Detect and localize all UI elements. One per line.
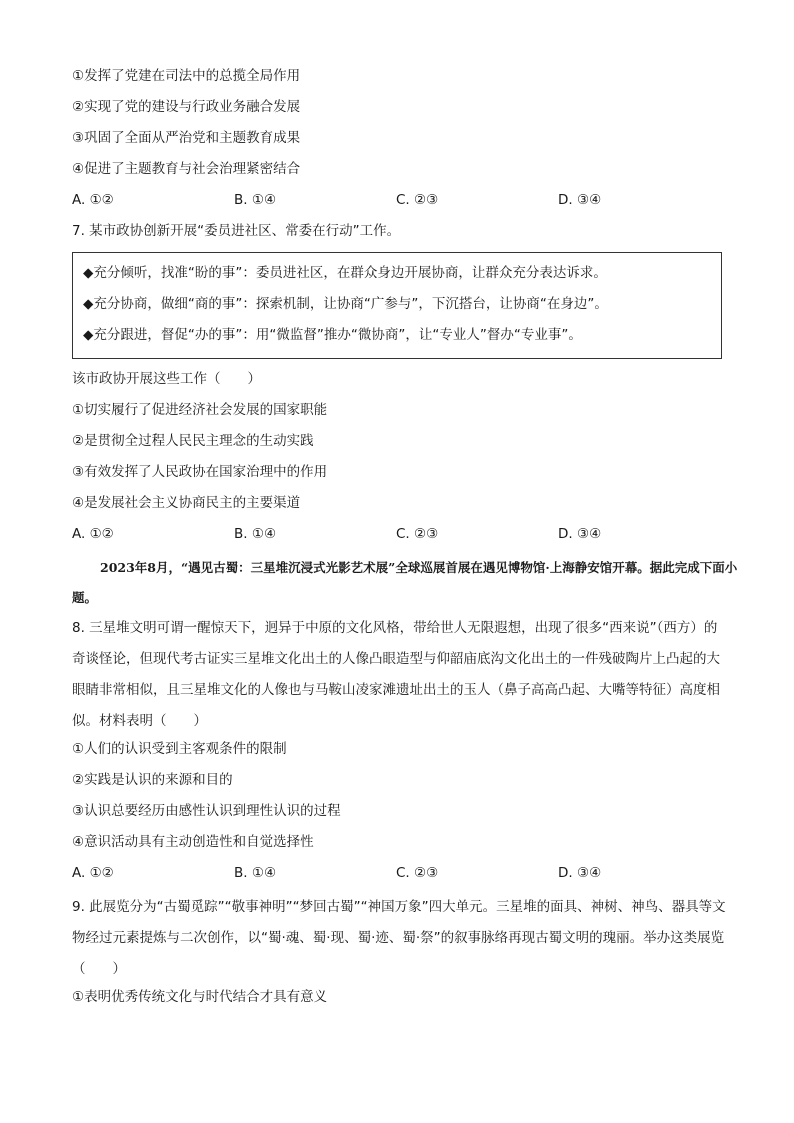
q8-options (72, 861, 732, 892)
q7-option-d: D. ③④ (558, 526, 602, 542)
q7-box-line-3: ◆充分跟进，督促“办的事”：用“微监督”推办“微协商”，让“专业人”督办“专业事”。 (83, 327, 582, 343)
question-6-items (72, 64, 732, 188)
q7-item-1: ①切实履行了促进经济社会发展的国家职能 (72, 402, 328, 418)
q6-item-3: ③巩固了全面从严治党和主题教育成果 (72, 130, 301, 146)
q8-option-a: A. ①② (72, 865, 114, 881)
q6-option-b: B. ①④ (234, 192, 277, 208)
document-page (72, 64, 738, 1016)
q7-box-line-2: ◆充分协商，做细“商的事”：探索机制，让协商“广参与”，下沉搭台，让协商“在身边”。 (83, 296, 608, 312)
q7-item-4: ④是发展社会主义协商民主的主要渠道 (72, 495, 301, 511)
q7-material-box (72, 252, 722, 359)
q8-option-c: C. ②③ (396, 865, 439, 881)
q7-option-c: C. ②③ (396, 526, 439, 542)
q6-item-4: ④促进了主题教育与社会治理紧密结合 (72, 161, 301, 177)
q6-item-1: ①发挥了党建在司法中的总揽全局作用 (72, 68, 301, 84)
q8-stem: 8. 三星堆文明可谓一醒惊天下，迥异于中原的文化风格，带给世人无限遐想，出现了很多“西来说”（西方）的奇谈怪论，但现代考古证实三星堆文化出土的人像凸眼造型与仰韶庙底沟文化出土的一件残破陶片上凸起的大眼睛非常相似，且三星堆文化的人像也与马鞍山凌家滩遗址出土的玉人（鼻子高高凸起、大嘴等特征）高度相似。材料表明（ ） (72, 620, 720, 729)
q7-item-3: ③有效发挥了人民政协在国家治理中的作用 (72, 464, 328, 480)
q8-item-4: ④意识活动具有主动创造性和自觉选择性 (72, 834, 314, 850)
q8-item-3: ③认识总要经历由感性认识到理性认识的过程 (72, 803, 341, 819)
q8-option-b: B. ①④ (234, 865, 277, 881)
q7-option-b: B. ①④ (234, 526, 277, 542)
q8-item-2: ②实践是认识的来源和目的 (72, 772, 233, 788)
q7-stem: 7. 某市政协创新开展“委员进社区、常委在行动”工作。 (72, 223, 401, 239)
passage-intro: 2023年8月，“遇见古蜀：三星堆沉浸式光影艺术展”全球巡展首展在遇见博物馆·上海静安馆开幕。据此完成下面小题。 (72, 560, 738, 605)
q6-options (72, 188, 732, 219)
q7-options (72, 522, 732, 553)
q7-question: 该市政协开展这些工作（ ） (72, 371, 261, 387)
q7-item-2: ②是贯彻全过程人民民主理念的生动实践 (72, 433, 314, 449)
q6-item-2: ②实现了党的建设与行政业务融合发展 (72, 99, 301, 115)
q9-stem: 9. 此展览分为“古蜀觅踪”“敬事神明”“梦回古蜀”“神国万象”四大单元。三星堆的面具、神树、神鸟、器具等文物经过元素提炼与二次创作，以“蜀·魂、蜀·现、蜀·迹、蜀·祭”的叙事脉络再现古蜀文明的瑰丽。举办这类展览（ ） (72, 899, 726, 977)
q8-item-1: ①人们的认识受到主客观条件的限制 (72, 741, 287, 757)
q8-option-d: D. ③④ (558, 865, 602, 881)
q9-item-1: ①表明优秀传统文化与时代结合才具有意义 (72, 989, 328, 1005)
q6-option-a: A. ①② (72, 192, 114, 208)
q6-option-d: D. ③④ (558, 192, 602, 208)
q7-option-a: A. ①② (72, 526, 114, 542)
q6-option-c: C. ②③ (396, 192, 439, 208)
q7-box-line-1: ◆充分倾听，找准“盼的事”：委员进社区，在群众身边开展协商，让群众充分表达诉求。 (83, 265, 607, 281)
